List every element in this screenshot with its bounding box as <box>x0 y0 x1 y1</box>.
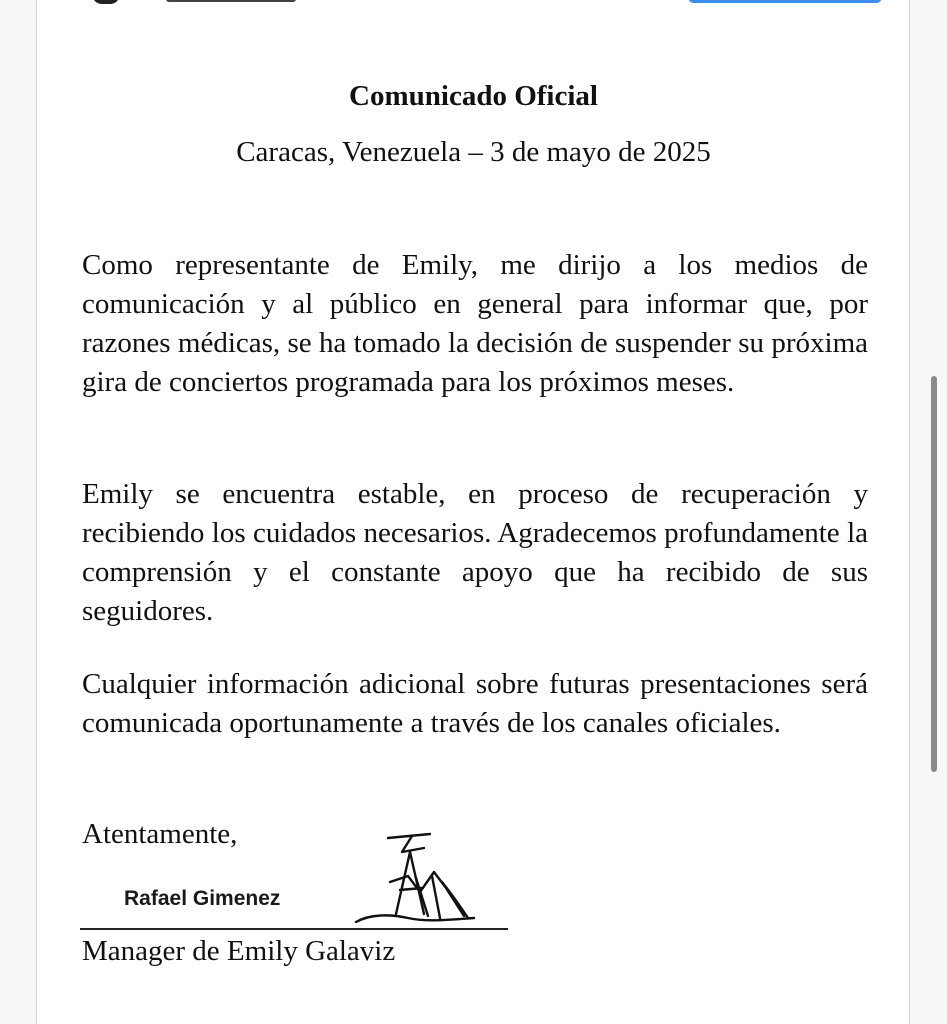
signature-line <box>80 928 508 930</box>
app-wordmark <box>166 0 296 2</box>
closing-salutation: Atentamente, <box>82 818 238 850</box>
document-place-date: Caracas, Venezuela – 3 de mayo de 2025 <box>236 136 711 168</box>
header-action-button[interactable] <box>688 0 882 3</box>
document-title: Comunicado Oficial <box>349 80 598 112</box>
vertical-scrollbar[interactable] <box>931 376 937 772</box>
paragraph-3: Cualquier información adicional sobre futuras presentaciones será comunicada oportunamente a través de los canales oficiales. <box>82 668 868 739</box>
handwritten-signature-icon <box>350 828 480 930</box>
paragraph-1: Como representante de Emily, me dirijo a los medios de comunicación y al público en general para informar que, por razones médicas, se ha tomado la decisión de suspender su próxima gira de conciertos programada para los próximos meses. <box>82 249 868 398</box>
paragraph-2: Emily se encuentra estable, en proceso de recuperación y recibiendo los cuidados necesarios. Agradecemos profundamente la comprensión y el constante apoyo que ha recibido de sus seguidores. <box>82 478 868 627</box>
signer-role: Manager de Emily Galaviz <box>82 935 396 967</box>
signer-name: Rafael Gimenez <box>124 887 281 910</box>
